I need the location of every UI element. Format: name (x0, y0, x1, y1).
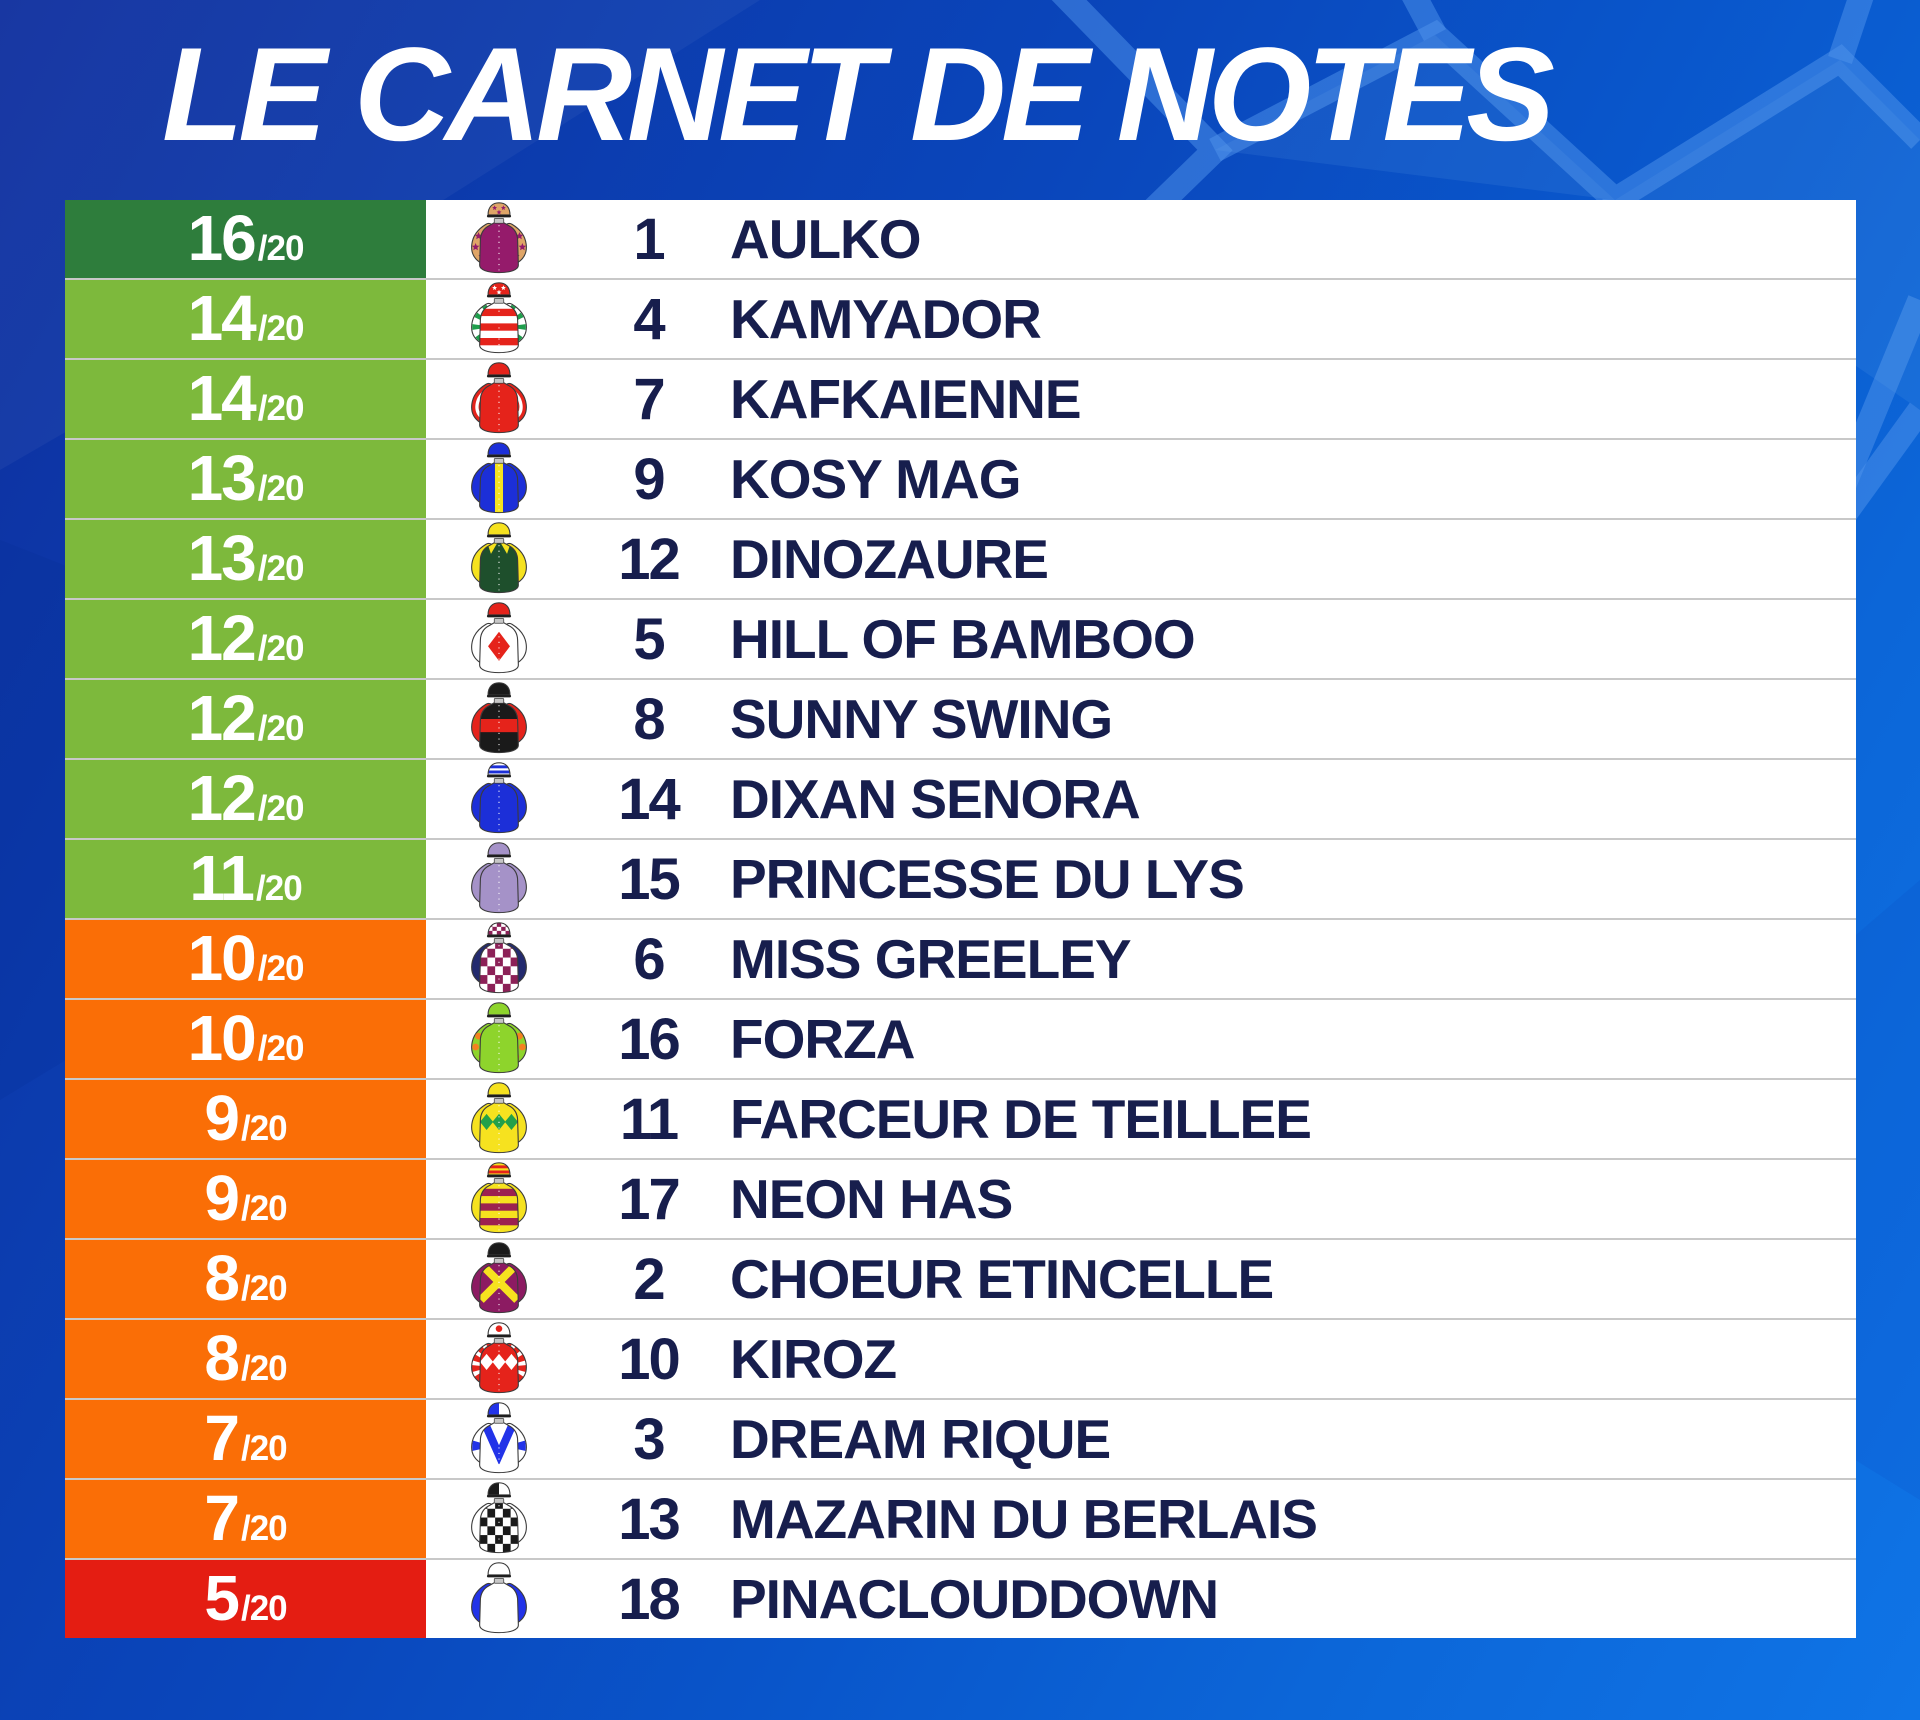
horse-number: 3 (633, 1406, 664, 1472)
horse-name: DINOZAURE (730, 528, 1048, 590)
silk-cell (426, 520, 571, 598)
horse-name: DREAM RIQUE (730, 1408, 1111, 1470)
jockey-silks-icon (457, 1161, 541, 1237)
jockey-silks-icon (457, 601, 541, 677)
horse-name: FARCEUR DE TEILLEE (730, 1088, 1311, 1150)
horse-name: FORZA (730, 1008, 915, 1070)
horse-name: KAMYADOR (730, 288, 1041, 350)
score-value: 14 (187, 282, 255, 354)
horse-name: CHOEUR ETINCELLE (730, 1248, 1274, 1310)
table-row (65, 1080, 1856, 1160)
jockey-silks-icon (457, 761, 541, 837)
table-row (65, 920, 1856, 1000)
horse-number: 8 (633, 686, 664, 752)
jockey-silks-icon (457, 441, 541, 517)
silk-cell (426, 600, 571, 678)
jockey-silks-icon (457, 921, 541, 997)
horse-name: AULKO (730, 208, 921, 270)
jockey-silks-icon (457, 1481, 541, 1557)
table-row (65, 440, 1856, 520)
score-value: 12 (187, 682, 255, 754)
table-row (65, 200, 1856, 280)
table-row (65, 1560, 1856, 1638)
score-value: 16 (187, 202, 255, 274)
horse-name: KIROZ (730, 1328, 897, 1390)
horse-name: KOSY MAG (730, 448, 1021, 510)
horse-number: 14 (618, 766, 679, 832)
silk-cell (426, 1480, 571, 1558)
table-row (65, 1240, 1856, 1320)
ratings-table (65, 200, 1856, 1638)
score-denominator: /20 (257, 709, 304, 748)
score-cell (65, 760, 426, 838)
score-denominator: /20 (240, 1589, 287, 1628)
score-cell (65, 1080, 426, 1158)
score-cell (65, 1320, 426, 1398)
score-denominator: /20 (257, 389, 304, 428)
score-cell (65, 1160, 426, 1238)
jockey-silks-icon (457, 281, 541, 357)
horse-number: 1 (633, 206, 664, 272)
jockey-silks-icon (457, 201, 541, 277)
score-denominator: /20 (240, 1429, 287, 1468)
horse-name: DIXAN SENORA (730, 768, 1140, 830)
horse-name: HILL OF BAMBOO (730, 608, 1195, 670)
score-cell (65, 1560, 426, 1638)
horse-number: 10 (618, 1326, 679, 1392)
horse-number: 2 (633, 1246, 664, 1312)
jockey-silks-icon (457, 521, 541, 597)
score-value: 5 (204, 1562, 238, 1634)
jockey-silks-icon (457, 361, 541, 437)
horse-number: 18 (618, 1566, 679, 1632)
score-cell (65, 1400, 426, 1478)
table-row (65, 760, 1856, 840)
score-value: 13 (187, 522, 255, 594)
table-row (65, 1320, 1856, 1400)
jockey-silks-icon (457, 841, 541, 917)
horse-name: KAFKAIENNE (730, 368, 1081, 430)
score-value: 9 (204, 1162, 238, 1234)
score-cell (65, 360, 426, 438)
score-value: 12 (187, 602, 255, 674)
table-row (65, 1000, 1856, 1080)
table-row (65, 520, 1856, 600)
silk-cell (426, 280, 571, 358)
score-denominator: /20 (257, 949, 304, 988)
table-row (65, 840, 1856, 920)
silk-cell (426, 200, 571, 278)
horse-number: 5 (633, 606, 664, 672)
score-cell (65, 600, 426, 678)
jockey-silks-icon (457, 1401, 541, 1477)
horse-number: 15 (618, 846, 679, 912)
table-row (65, 1400, 1856, 1480)
jockey-silks-icon (457, 681, 541, 757)
table-row (65, 280, 1856, 360)
jockey-silks-icon (457, 1241, 541, 1317)
table-row (65, 1160, 1856, 1240)
score-cell (65, 200, 426, 278)
horse-number: 13 (618, 1486, 679, 1552)
score-cell (65, 1480, 426, 1558)
horse-number: 4 (633, 286, 664, 352)
score-value: 9 (204, 1082, 238, 1154)
score-denominator: /20 (257, 469, 304, 508)
score-cell (65, 520, 426, 598)
silk-cell (426, 840, 571, 918)
jockey-silks-icon (457, 1321, 541, 1397)
score-denominator: /20 (240, 1349, 287, 1388)
score-denominator: /20 (240, 1109, 287, 1148)
horse-name: SUNNY SWING (730, 688, 1113, 750)
score-denominator: /20 (257, 789, 304, 828)
page-title: LE CARNET DE NOTES (162, 21, 1550, 169)
score-value: 7 (204, 1402, 238, 1474)
score-denominator: /20 (257, 309, 304, 348)
silk-cell (426, 440, 571, 518)
jockey-silks-icon (457, 1561, 541, 1637)
score-value: 13 (187, 442, 255, 514)
table-row (65, 680, 1856, 760)
silk-cell (426, 920, 571, 998)
score-cell (65, 280, 426, 358)
score-denominator: /20 (257, 629, 304, 668)
score-denominator: /20 (256, 869, 302, 908)
horse-number: 11 (619, 1086, 678, 1152)
score-value: 8 (204, 1242, 238, 1314)
score-value: 11 (189, 842, 253, 914)
score-cell (65, 1000, 426, 1078)
score-value: 12 (187, 762, 255, 834)
score-cell (65, 1240, 426, 1318)
table-row (65, 360, 1856, 440)
horse-name: MAZARIN DU BERLAIS (730, 1488, 1317, 1550)
horse-number: 16 (618, 1006, 679, 1072)
silk-cell (426, 1080, 571, 1158)
score-denominator: /20 (240, 1269, 287, 1308)
horse-name: NEON HAS (730, 1168, 1013, 1230)
jockey-silks-icon (457, 1081, 541, 1157)
horse-number: 12 (618, 526, 679, 592)
score-value: 14 (187, 362, 255, 434)
score-denominator: /20 (240, 1189, 287, 1228)
table-row (65, 1480, 1856, 1560)
horse-number: 6 (633, 926, 664, 992)
score-cell (65, 840, 426, 918)
silk-cell (426, 1560, 571, 1638)
score-cell (65, 920, 426, 998)
silk-cell (426, 1400, 571, 1478)
horse-number: 17 (618, 1166, 679, 1232)
jockey-silks-icon (457, 1001, 541, 1077)
silk-cell (426, 360, 571, 438)
horse-name: MISS GREELEY (730, 928, 1131, 990)
score-cell (65, 440, 426, 518)
horse-number: 7 (633, 366, 664, 432)
horse-number: 9 (633, 446, 664, 512)
score-cell (65, 680, 426, 758)
horse-name: PRINCESSE DU LYS (730, 848, 1244, 910)
score-denominator: /20 (240, 1509, 287, 1548)
score-denominator: /20 (257, 549, 304, 588)
score-value: 10 (187, 922, 255, 994)
horse-name: PINACLOUDDOWN (730, 1568, 1219, 1630)
score-value: 10 (187, 1002, 255, 1074)
table-row (65, 600, 1856, 680)
score-value: 8 (204, 1322, 238, 1394)
silk-cell (426, 760, 571, 838)
silk-cell (426, 1320, 571, 1398)
silk-cell (426, 1000, 571, 1078)
silk-cell (426, 1160, 571, 1238)
silk-cell (426, 1240, 571, 1318)
silk-cell (426, 680, 571, 758)
score-value: 7 (204, 1482, 238, 1554)
score-denominator: /20 (257, 1029, 304, 1068)
score-denominator: /20 (257, 229, 304, 268)
